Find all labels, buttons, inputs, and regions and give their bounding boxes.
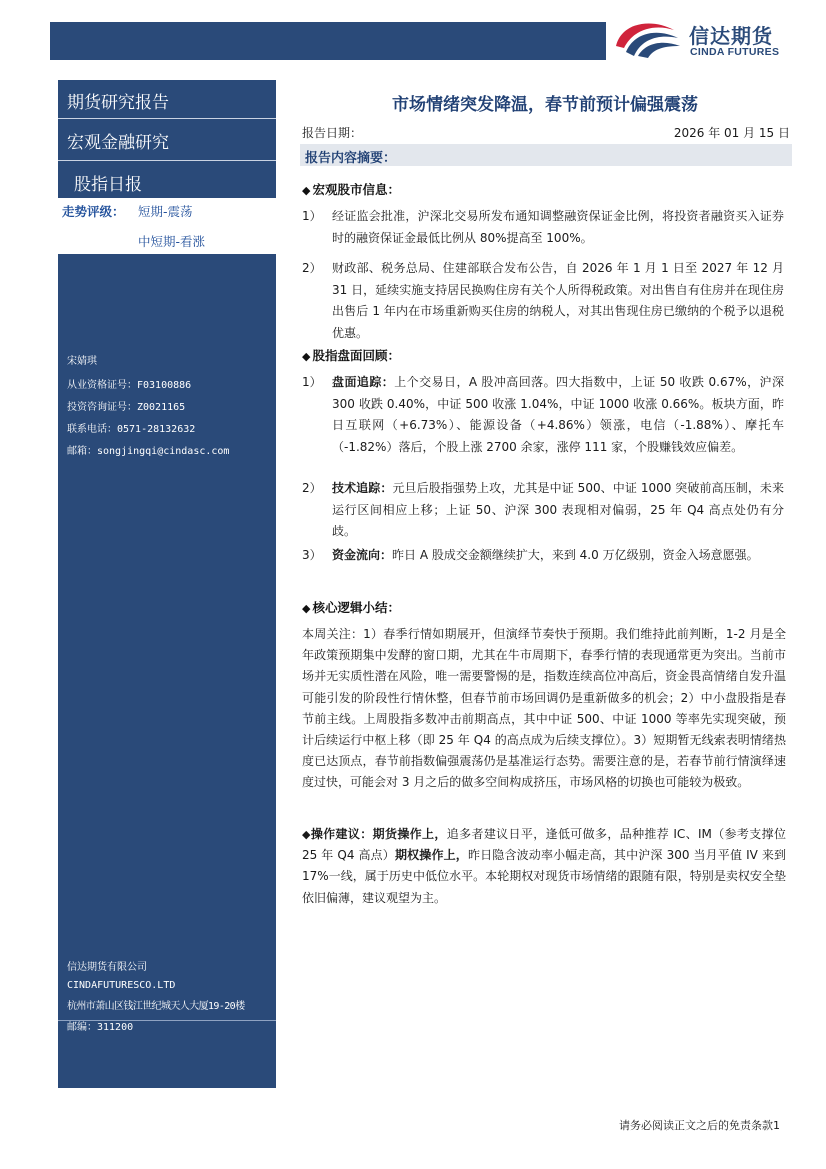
section-core-logic-heading: ◆ 核心逻辑小结： [302,600,400,615]
cinda-swoosh-logo-icon [612,16,684,60]
sidebar-heading-report-type: 期货研究报告 [67,93,169,113]
operation-advice-paragraph: ◆操作建议：期货操作上，追多者建议日平，逢低可做多，品种推荐 IC、IM（参考支撑位 25 年 Q4 高点）期权操作上，昨日隐含波动率小幅走高，其中沪深 300 当月平值 IV 来到 17%一线，属于历史中低位水平。本轮期权对现货市场情绪的跟随有限，特别是卖权安全垫依旧偏薄，建议观望为主。 [302,827,786,905]
report-title: 市场情绪突发降温，春节前预计偏强震荡 [392,95,698,115]
cinda-logo [612,14,812,62]
analyst-name: 宋婧琪 [67,356,97,367]
trend-rating-short: 短期-震荡 [138,204,193,219]
logo-english-text: CINDA FUTURES [690,46,780,58]
report-date-value: 2026 年 01 月 15 日 [673,126,790,140]
company-name-cn: 信达期货有限公司 [67,962,147,973]
trend-rating-box [58,198,276,254]
section-market-review-heading: ◆ 股指盘面回顾： [302,348,400,363]
analyst-consult-license: 投资咨询证号：Z0021165 [67,402,186,413]
sidebar-heading-report-name: 股指日报 [74,175,142,195]
analyst-phone: 联系电话：0571-28132632 [67,424,196,435]
list-item: 2） 财政部、税务总局、住建部联合发布公告，自 2026 年 1 月 1 日至 2027 年 12 月 31 日，延续实施支持居民换购住房有关个人所得税政策。对出售自有住房并在现住房出售后 1 年内在市场重新购买住房的纳税人，对其出售现住房已缴纳的个税予以退税优惠。 [302,261,784,340]
list-item: 3） 资金流向：昨日 A 股成交金额继续扩大，来到 4.0 万亿级别，资金入场意愿强。 [302,548,759,562]
sidebar-divider [58,118,276,119]
diamond-bullet-icon: ◆ [302,828,311,841]
trend-rating-label: 走势评级： [62,204,125,219]
company-name-en: CINDAFUTURESCO.LTD [67,980,176,991]
sidebar [58,80,276,1088]
company-address: 杭州市萧山区钱江世纪城天人大厦19-20楼 [67,1001,245,1012]
report-date-label: 报告日期： [302,126,363,140]
core-logic-paragraph: 本周关注：1）春季行情如期展开，但演绎节奏快于预期。我们维持此前判断，1-2 月是全年政策预期集中发酵的窗口期，尤其在牛市周期下，春季行情的表现通常更为突出。当前市场并无实质性潜在风险，唯一需要警惕的是，指数连续高位冲高后，资金畏高情绪自发升温可能引发的阶段性行情休整，但春节前市场回调仍是重新做多的机会；2）中小盘股指是春节前主线。上周股指多数冲击前期高点，其中中证 500、中证 1000 等率先实现突破，预计后续运行中枢上移（即 25 年 Q4 的高点成为后续支撑位）。3）短期暂无线索表明情绪热度已达顶点，春节前指数偏强震荡仍是基准运行态势。需要注意的是，若春节前行情演绎速度过快，可能会对 3 月之后的做多空间构成挤压，市场风格的切换也可能较为极致。 [302,627,786,790]
section-macro-heading: ◆ 宏观股市信息： [302,182,400,197]
list-item: 2） 技术追踪：元旦后股指强势上攻，尤其是中证 500、中证 1000 突破前高压制，未来运行区间相应上移；上证 50、沪深 300 表现相对偏弱，25 年 Q4 高点处仍有分歧。 [302,481,784,538]
diamond-bullet-icon: ◆ [302,184,311,197]
analyst-license: 从业资格证号：F03100886 [67,380,192,391]
list-item: 1） 盘面追踪：上个交易日，A 股冲高回落。四大指数中，上证 50 收跌 0.67%，沪深 300 收跌 0.40%，中证 500 收涨 1.04%，中证 1000 收涨 0.66%。板块方面，昨日互联网（+6.73%）、能源设备（+4.86%）领涨，电信（-1.88%）、摩托车（-1.82%）落后，个股上涨 2700 余家，涨停 111 家，个股赚钱效应偏差。 [302,375,784,454]
header-bar [50,22,606,60]
list-item: 1） 经证监会批准，沪深北交易所发布通知调整融资保证金比例，将投资者融资买入证券时的融资保证金最低比例从 80%提高至 100%。 [302,209,784,245]
analyst-email: 邮箱：songjingqi@cindasc.com [67,446,230,457]
sidebar-heading-research-area: 宏观金融研究 [67,133,169,153]
diamond-bullet-icon: ◆ [302,350,311,363]
logo-chinese-text: 信达期货 [689,24,773,48]
trend-rating-mid: 中短期-看涨 [138,234,206,249]
abstract-header [300,144,792,166]
abstract-label: 报告内容摘要： [305,151,397,166]
sidebar-divider [58,160,276,161]
diamond-bullet-icon: ◆ [302,602,311,615]
disclaimer-footer: 请务必阅读正文之后的免责条款1 [619,1119,780,1132]
company-postcode: 邮编：311200 [67,1022,134,1033]
